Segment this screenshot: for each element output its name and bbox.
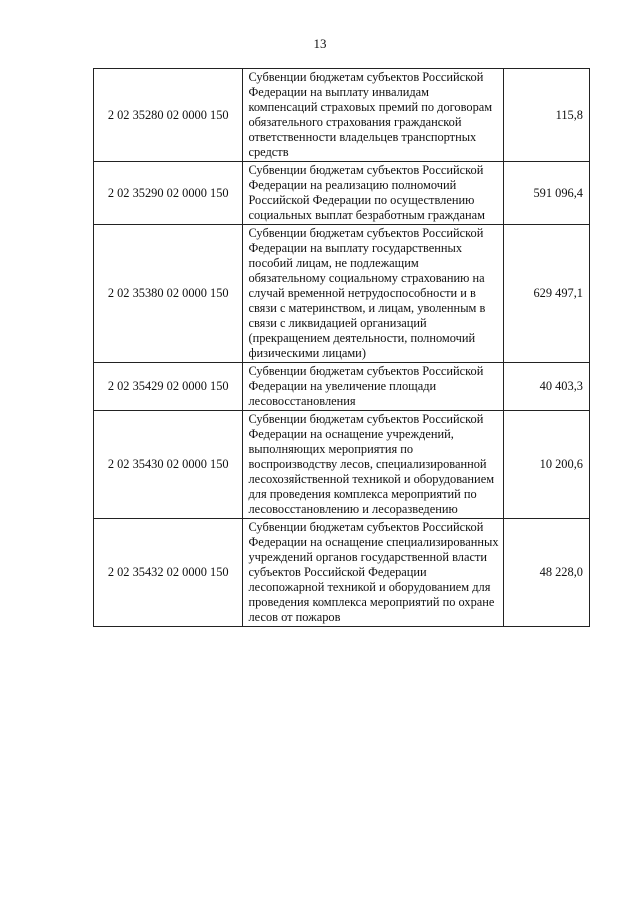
table-row [94, 225, 590, 363]
page-number: 13 [313, 36, 327, 51]
budget-code-cell: 2 02 35432 02 0000 150 [94, 519, 243, 627]
table-row [94, 363, 590, 411]
table-row [94, 69, 590, 162]
table-row [94, 162, 590, 225]
description-cell: Субвенции бюджетам субъектов Российской Федерации на выплату государственных пособий лицам, не подлежащим обязательному социальному страхованию на случай временной нетрудоспособности и в связи с материнством, и лицам, уволенным в связи с ликвидацией организаций (прекращением деятельности, полномочий физическими лицами) [243, 225, 503, 363]
budget-code-cell: 2 02 35429 02 0000 150 [94, 363, 243, 411]
amount-cell: 10 200,6 [503, 411, 589, 519]
budget-code-cell: 2 02 35290 02 0000 150 [94, 162, 243, 225]
budget-code-cell: 2 02 35430 02 0000 150 [94, 411, 243, 519]
table-row [94, 411, 590, 519]
description-cell: Субвенции бюджетам субъектов Российской Федерации на реализацию полномочий Российской Федерации по осуществлению социальных выплат безработным гражданам [243, 162, 503, 225]
budget-code-cell: 2 02 35280 02 0000 150 [94, 69, 243, 162]
description-cell: Субвенции бюджетам субъектов Российской Федерации на выплату инвалидам компенсаций страховых премий по договорам обязательного страхования гражданской ответственности владельцев транспортных средств [243, 69, 503, 162]
amount-cell: 40 403,3 [503, 363, 589, 411]
amount-cell: 591 096,4 [503, 162, 589, 225]
description-cell: Субвенции бюджетам субъектов Российской Федерации на увеличение площади лесовосстановления [243, 363, 503, 411]
budget-code-cell: 2 02 35380 02 0000 150 [94, 225, 243, 363]
budget-table [93, 68, 590, 627]
description-cell: Субвенции бюджетам субъектов Российской Федерации на оснащение специализированных учреждений органов государственной власти субъектов Российской Федерации лесопожарной техникой и оборудованием для проведения комплекса мероприятий по охране лесов от пожаров [243, 519, 503, 627]
description-cell: Субвенции бюджетам субъектов Российской Федерации на оснащение учреждений, выполняющих мероприятия по воспроизводству лесов, специализированной лесохозяйственной техникой и оборудованием для проведения комплекса мероприятий по лесовосстановлению и лесоразведению [243, 411, 503, 519]
amount-cell: 115,8 [503, 69, 589, 162]
amount-cell: 48 228,0 [503, 519, 589, 627]
amount-cell: 629 497,1 [503, 225, 589, 363]
table-row [94, 519, 590, 627]
